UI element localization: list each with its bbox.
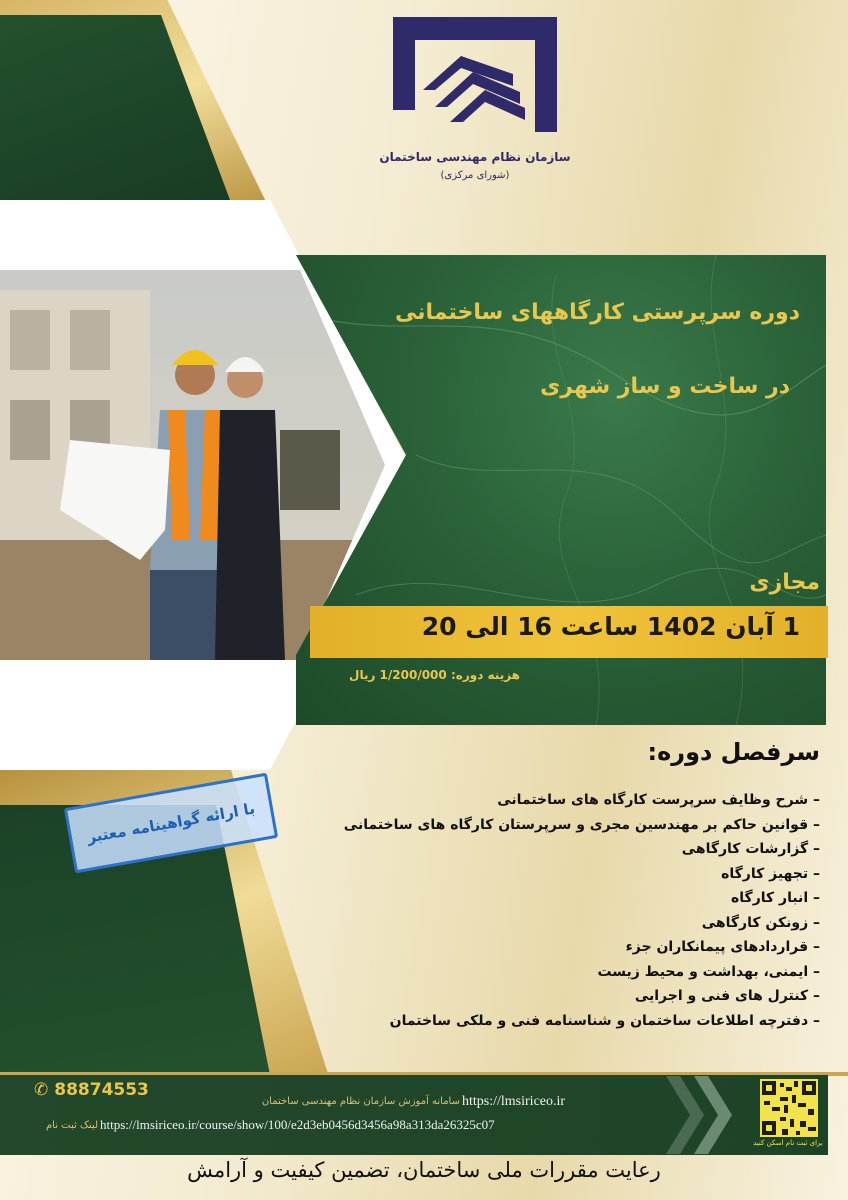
syllabus-list: [290, 788, 820, 1033]
registration-label: لینک ثبت نام: [45, 1120, 98, 1131]
site-link[interactable]: https://lmsiriceo.ir: [462, 1094, 566, 1109]
phone-icon: ✆: [34, 1080, 49, 1100]
site-label: سامانه آموزش سازمان نظام مهندسی ساختمان: [261, 1096, 460, 1107]
syllabus-item: – گزارشات کارگاهی: [681, 841, 820, 857]
syllabus-item: – قراردادهای پیمانکاران جزء: [625, 939, 820, 955]
syllabus-item: – قوانین حاکم بر مهندسین مجری و سرپرستان کارگاه های ساختمانی: [343, 816, 820, 833]
certificate-stamp-text: با ارائه گواهینامه معتبر: [85, 799, 257, 847]
registration-link[interactable]: https://lmsiriceo.ir/course/show/100/e2d3eb0456d3456a98a313da26325c07: [100, 1117, 495, 1132]
slogan: رعایت مقررات ملی ساختمان، تضمین کیفیت و آرامش: [187, 1158, 661, 1182]
phone-contact[interactable]: [34, 1080, 149, 1100]
syllabus-item: – کنترل های فنی و اجرایی: [634, 988, 820, 1004]
syllabus-title: سرفصل دوره:: [647, 738, 820, 766]
logo-roof-icon: [385, 12, 565, 142]
course-title-line2: در ساخت و ساز شهری: [540, 374, 790, 399]
syllabus-item: – ایمنی، بهداشت و محیط زیست: [597, 963, 820, 980]
organization-name: سازمان نظام مهندسی ساختمان: [379, 150, 571, 164]
qr-code-icon[interactable]: [760, 1079, 818, 1137]
course-title-line1: دوره سرپرستی کارگاههای ساختمانی: [395, 300, 800, 325]
syllabus-item: – تجهیز کارگاه: [721, 865, 820, 882]
chevron-decoration-icon: [652, 1076, 752, 1154]
qr-label: برای ثبت نام اسکن کنید: [753, 1139, 823, 1147]
syllabus-item: – انبار کارگاه: [731, 890, 820, 906]
course-date: 1 آبان 1402 ساعت 16 الی 20: [421, 612, 800, 641]
course-mode: مجازی: [749, 570, 820, 595]
phone-number: 88874553: [54, 1080, 149, 1100]
syllabus-item: – زونکن کارگاهی: [701, 914, 820, 931]
syllabus-item: – دفترچه اطلاعات ساختمان و شناسنامه فنی و ملکی ساختمان: [389, 1012, 820, 1029]
course-fee: هزینه دوره: 1/200/000 ریال: [349, 668, 520, 682]
syllabus-item: – شرح وظایف سرپرست کارگاه های ساختمانی: [497, 792, 820, 808]
organization-subtitle: (شورای مرکزی): [440, 170, 510, 181]
